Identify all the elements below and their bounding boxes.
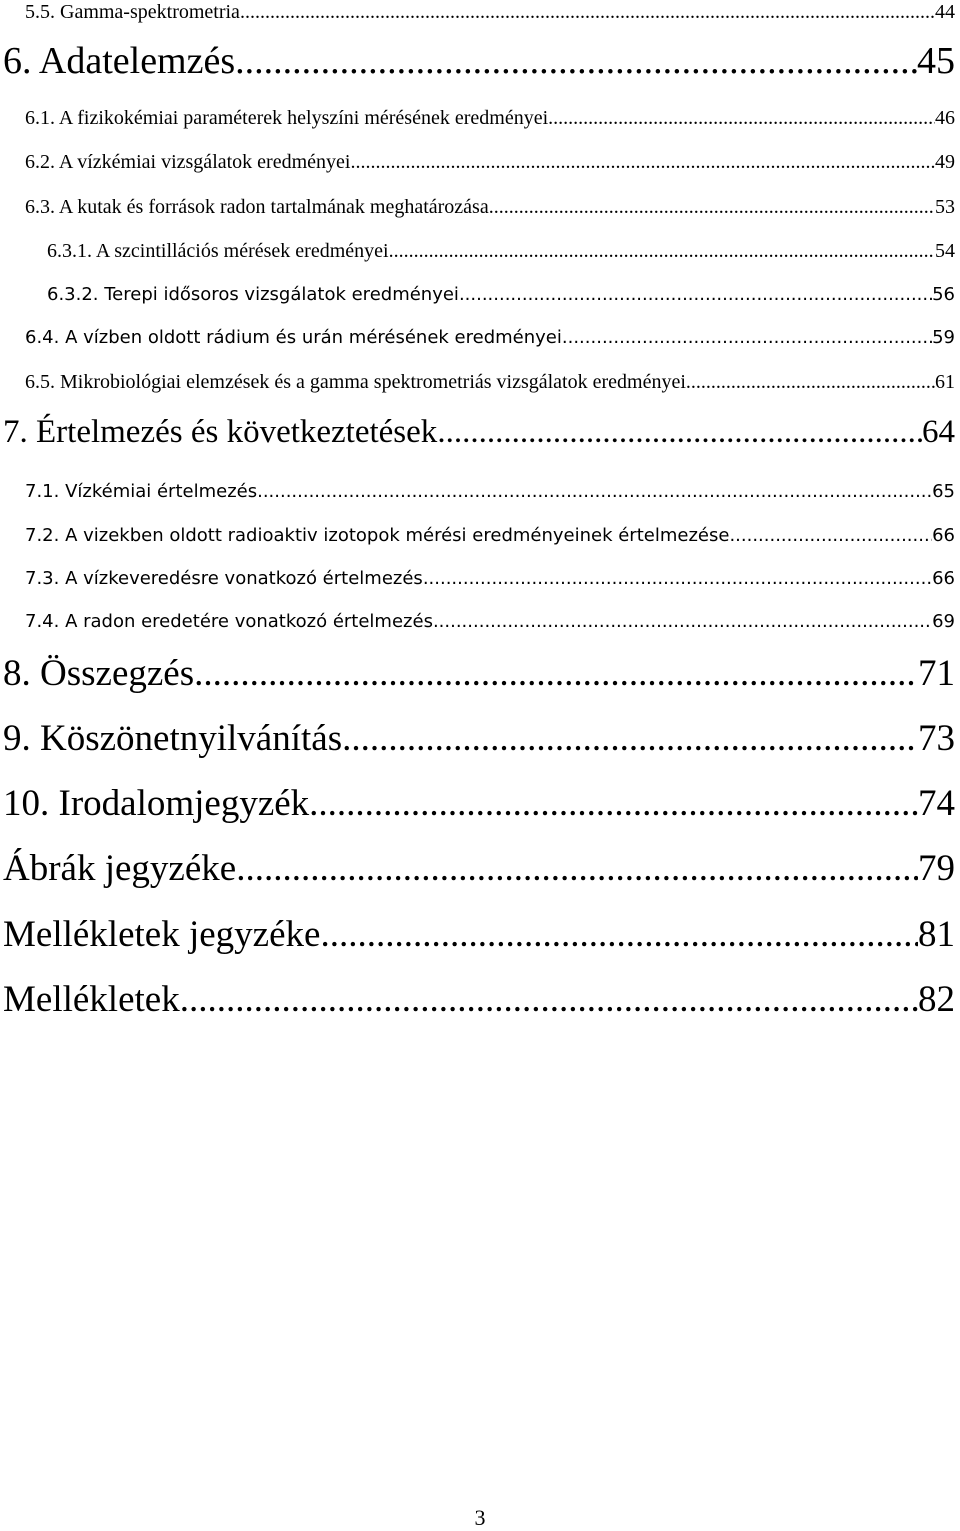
toc-entry-5-5: [25, 0, 955, 24]
toc-leader: [180, 979, 918, 1021]
toc-entry-9: [3, 718, 955, 760]
toc-label: 9. Köszönetnyilvánítás: [3, 718, 343, 759]
toc-leader: [236, 848, 918, 890]
toc-entry-6: [3, 40, 955, 82]
toc-label: 6.3.1. A szcintillációs mérések eredményei: [47, 240, 389, 262]
toc-page: 46: [935, 107, 955, 129]
toc-leader: [562, 326, 932, 350]
toc-entry-7-4: [25, 610, 955, 634]
toc-label: 6.4. A vízben oldott rádium és urán mérésének eredményei: [25, 327, 562, 348]
toc-page: 53: [935, 196, 955, 218]
toc-entry-7-1: [25, 480, 955, 504]
toc-label: 6.3.2. Terepi idősoros vizsgálatok eredményei: [47, 284, 459, 305]
toc-entry-7-2: [25, 524, 955, 548]
toc-entry-6-3-1: [47, 239, 955, 263]
toc-label: 6. Adatelemzés: [3, 40, 236, 82]
toc-entry-abrak: [3, 848, 955, 890]
toc-entry-6-3-2: [47, 283, 955, 307]
toc-label: 6.5. Mikrobiológiai elemzések és a gamma spektrometriás vizsgálatok eredményei: [25, 371, 686, 393]
toc-page: 82: [918, 979, 955, 1020]
toc-page: 49: [935, 151, 955, 173]
toc-page: 54: [935, 240, 955, 262]
toc-entry-10: [3, 783, 955, 825]
toc-page: 79: [918, 848, 955, 889]
toc-entry-8: [3, 653, 955, 695]
toc-page: 59: [932, 327, 955, 348]
toc-leader: [729, 524, 932, 548]
toc-leader: [389, 239, 935, 263]
toc-label: 7.3. A vízkeveredésre vonatkozó értelmezés: [25, 568, 423, 589]
toc-entry-mellekletek: [3, 979, 955, 1021]
toc-leader: [194, 653, 918, 695]
toc-page: 69: [932, 611, 955, 632]
toc-label: Mellékletek jegyzéke: [3, 914, 321, 955]
toc-page: 66: [932, 525, 955, 546]
toc-label: 6.1. A fizikokémiai paraméterek helyszíni mérésének eredményei: [25, 107, 549, 129]
toc-leader: [342, 718, 918, 760]
toc-page: 73: [918, 718, 955, 759]
toc-label: 5.5. Gamma-spektrometria: [25, 1, 240, 23]
toc-entry-6-1: [25, 106, 955, 130]
toc-leader: [423, 567, 932, 591]
toc-entry-6-3: [25, 195, 955, 219]
toc-page: 61: [935, 371, 955, 393]
toc-entry-6-5: [25, 370, 955, 394]
toc-label: 7.2. A vizekben oldott radioaktiv izotopok mérési eredményeinek értelmezése: [25, 525, 730, 546]
toc-leader: [350, 150, 935, 174]
toc-entry-7: [3, 412, 955, 452]
toc-entry-6-4: [25, 326, 955, 350]
toc-leader: [686, 370, 935, 394]
toc-page: 65: [932, 481, 955, 502]
toc-leader: [433, 610, 932, 634]
toc-label: 7. Értelmezés és következtetések: [3, 414, 438, 450]
toc-page: 44: [935, 1, 955, 23]
toc-leader: [320, 914, 918, 956]
toc-page: 56: [932, 284, 955, 305]
toc-leader: [235, 40, 917, 82]
toc-page: 81: [918, 914, 955, 955]
toc-label: 6.3. A kutak és források radon tartalmának meghatározása: [25, 196, 489, 218]
page-number: 3: [474, 1505, 486, 1530]
toc-label: Mellékletek: [3, 979, 180, 1020]
toc-entry-7-3: [25, 567, 955, 591]
toc-label: Ábrák jegyzéke: [3, 848, 237, 889]
toc-leader: [309, 783, 918, 825]
toc-label: 6.2. A vízkémiai vizsgálatok eredményei: [25, 151, 351, 173]
toc-entry-mellekletek-jegyzeke: [3, 914, 955, 956]
toc-page: 45: [917, 40, 955, 82]
toc-entry-6-2: [25, 150, 955, 174]
toc-label: 7.1. Vízkémiai értelmezés: [25, 481, 258, 502]
toc-leader: [459, 283, 932, 307]
toc-label: 7.4. A radon eredetére vonatkozó értelmezés: [25, 611, 433, 632]
toc-leader: [240, 0, 935, 24]
toc-leader: [257, 480, 932, 504]
toc-label: 8. Összegzés: [3, 653, 195, 694]
toc-label: 10. Irodalomjegyzék: [3, 783, 310, 824]
toc-leader: [548, 106, 935, 130]
toc-page: 71: [918, 653, 955, 694]
toc-leader: [489, 195, 935, 219]
toc-page: 66: [932, 568, 955, 589]
toc-page: 74: [918, 783, 955, 824]
toc-page: 64: [922, 414, 955, 450]
toc-leader: [437, 412, 922, 452]
